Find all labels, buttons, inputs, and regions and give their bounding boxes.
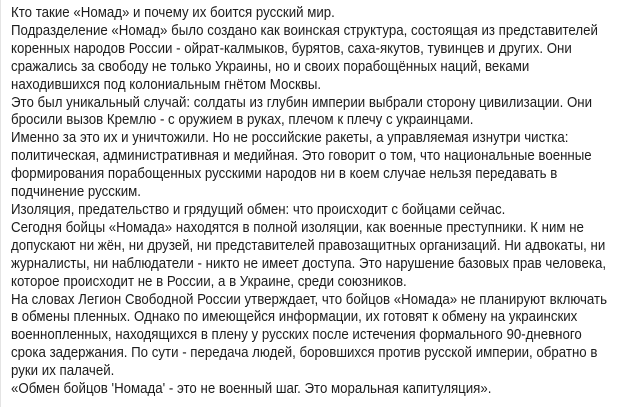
text-line: военнопленных, находящихся в плену у русских после истечения формального 90-дневного [11, 326, 582, 344]
text-line: руки их палачей. [11, 362, 115, 380]
text-line: Кто такие «Номад» и почему их боится русский мир. [11, 4, 335, 21]
text-line: в обмены пленных. Однако по имеющейся информации, их готовят к обмену на украинских [11, 308, 578, 326]
text-line: формирования порабощенных русскими народов ни в коем случае нельзя передавать в [11, 165, 558, 183]
text-line: бросили вызов Кремлю - с оружием в руках, плечом к плечу с украинцами. [11, 111, 474, 129]
text-line: подчинение русским. [11, 183, 141, 201]
text-line: коренных народов России - ойрат-калмыков, бурятов, саха-якутов, тувинцев и других. Они [11, 39, 572, 57]
post-text [11, 4, 640, 398]
text-line: Изоляция, предательство и грядущий обмен: что происходит с бойцами сейчас. [11, 200, 506, 218]
text-line: допускают ни жён, ни друзей, ни представителей правозащитных организаций. Ни адвокаты, ни [11, 236, 606, 254]
text-line: находившихся под колониальным гнётом Москвы. [11, 75, 322, 93]
text-line: Сегодня бойцы «Номада» находятся в полной изоляции, как военные преступники. К ним не [11, 218, 584, 236]
text-line: срока задержания. По сути - передача людей, боровшихся против русской империи, обратно в [11, 344, 598, 362]
text-line: Подразделение «Номад» было создано как воинская структура, состоящая из представителей [11, 21, 598, 39]
text-line: «Обмен бойцов 'Номада' - это не военный шаг. Это моральная капитуляция». [11, 380, 492, 398]
text-line: На словах Легион Свободной России утверждает, что бойцов «Номада» не планируют включать [11, 290, 608, 308]
text-line: которое происходит не в России, а в Украине, среди союзников. [11, 272, 407, 290]
text-line: журналисты, ни наблюдатели - никто не имеет доступа. Это нарушение базовых прав человека, [11, 254, 607, 272]
text-line: Именно за это их и уничтожили. Но не российские ракеты, а управляемая изнутри чистка: [11, 129, 569, 147]
text-line: политическая, административная и медийная. Это говорит о том, что национальные военные [11, 147, 592, 165]
text-line: Это был уникальный случай: солдаты из глубин империи выбрали сторону цивилизации. Они [11, 93, 593, 111]
text-line: сражались за свободу не только Украины, но и своих порабощённых наций, веками [11, 57, 530, 75]
